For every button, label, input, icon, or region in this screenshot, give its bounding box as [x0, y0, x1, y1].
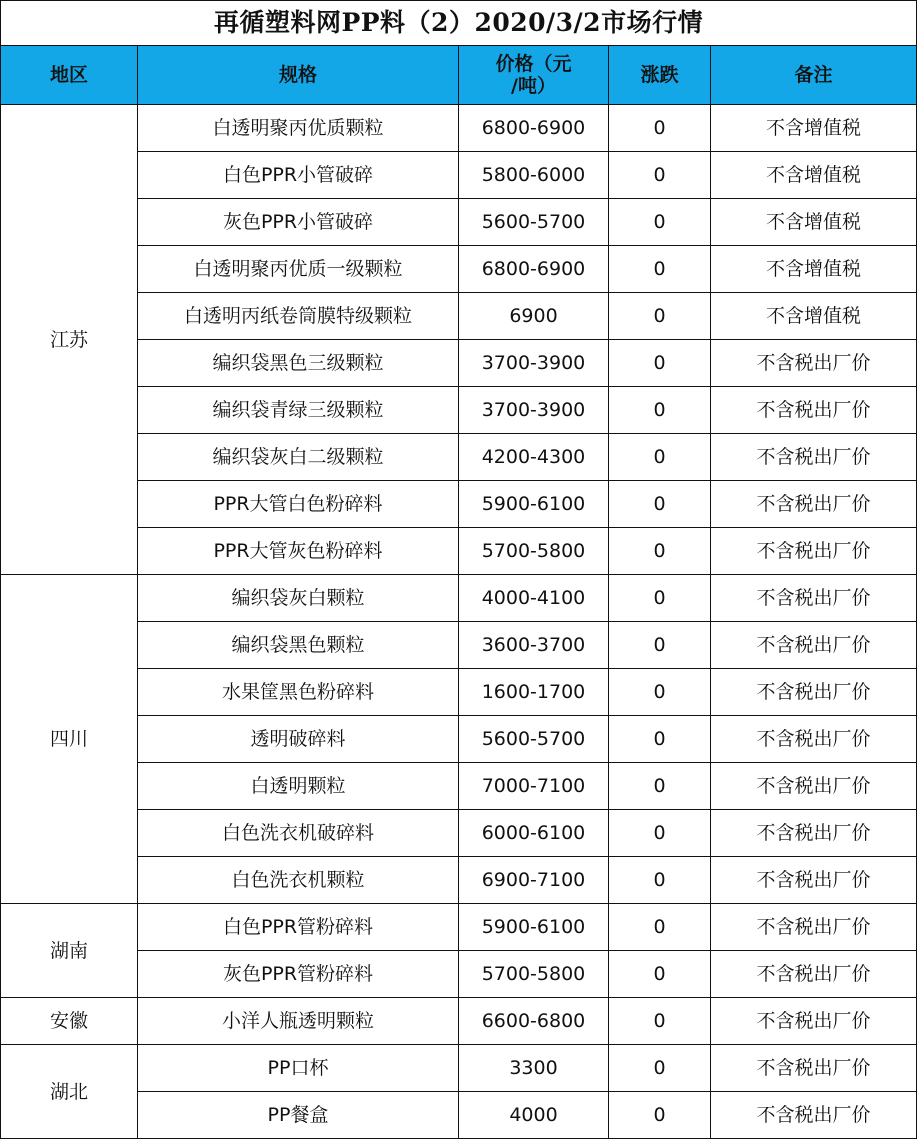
table-row [1, 1045, 917, 1092]
change-cell: 0 [609, 951, 711, 998]
change-cell: 0 [609, 810, 711, 857]
change-cell: 0 [609, 293, 711, 340]
note-cell: 不含税出厂价 [711, 904, 917, 951]
spec-cell: 白透明聚丙优质一级颗粒 [138, 246, 459, 293]
table-row [1, 998, 917, 1045]
table-row [1, 904, 917, 951]
header-change: 涨跌 [609, 46, 711, 105]
price-cell: 6000-6100 [459, 810, 609, 857]
note-cell: 不含税出厂价 [711, 763, 917, 810]
spec-cell: 白透明丙纸卷筒膜特级颗粒 [138, 293, 459, 340]
spec-cell: 白透明聚丙优质颗粒 [138, 105, 459, 152]
spec-cell: 编织袋灰白颗粒 [138, 575, 459, 622]
spec-cell: 白色洗衣机破碎料 [138, 810, 459, 857]
change-cell: 0 [609, 434, 711, 481]
price-cell: 5600-5700 [459, 199, 609, 246]
change-cell: 0 [609, 622, 711, 669]
header-price-line1: 价格（元 [495, 53, 572, 75]
change-cell: 0 [609, 763, 711, 810]
table-row [1, 246, 917, 293]
header-price [459, 46, 609, 105]
price-cell: 1600-1700 [459, 669, 609, 716]
price-cell: 5900-6100 [459, 481, 609, 528]
region-cell: 湖南 [1, 904, 138, 998]
note-cell: 不含增值税 [711, 105, 917, 152]
change-cell: 0 [609, 1045, 711, 1092]
spec-cell: 编织袋青绿三级颗粒 [138, 387, 459, 434]
change-cell: 0 [609, 575, 711, 622]
change-cell: 0 [609, 246, 711, 293]
change-cell: 0 [609, 199, 711, 246]
table-row [1, 857, 917, 904]
price-cell: 4000 [459, 1092, 609, 1139]
table-row [1, 810, 917, 857]
spec-cell: 透明破碎料 [138, 716, 459, 763]
change-cell: 0 [609, 669, 711, 716]
change-cell: 0 [609, 152, 711, 199]
table-row [1, 1092, 917, 1139]
header-price-line2: /吨） [511, 75, 556, 97]
spec-cell: 白透明颗粒 [138, 763, 459, 810]
spec-cell: PPR大管白色粉碎料 [138, 481, 459, 528]
price-cell: 5600-5700 [459, 716, 609, 763]
price-cell: 6900-7100 [459, 857, 609, 904]
change-cell: 0 [609, 481, 711, 528]
spec-cell: 编织袋黑色颗粒 [138, 622, 459, 669]
note-cell: 不含增值税 [711, 152, 917, 199]
table-row [1, 105, 917, 152]
sheet-title: 再循塑料网PP料（2）2020/3/2市场行情 [1, 1, 917, 46]
header-note: 备注 [711, 46, 917, 105]
spec-cell: 白色PPR管粉碎料 [138, 904, 459, 951]
price-cell: 5800-6000 [459, 152, 609, 199]
spec-cell: 编织袋灰白二级颗粒 [138, 434, 459, 481]
change-cell: 0 [609, 105, 711, 152]
price-cell: 5700-5800 [459, 951, 609, 998]
change-cell: 0 [609, 387, 711, 434]
spec-cell: PP餐盒 [138, 1092, 459, 1139]
spec-cell: 水果筐黑色粉碎料 [138, 669, 459, 716]
spec-cell: 白色PPR小管破碎 [138, 152, 459, 199]
price-cell: 3700-3900 [459, 387, 609, 434]
table-row [1, 669, 917, 716]
price-cell: 4000-4100 [459, 575, 609, 622]
change-cell: 0 [609, 716, 711, 763]
table-row [1, 340, 917, 387]
table-row [1, 387, 917, 434]
price-cell: 3700-3900 [459, 340, 609, 387]
spec-cell: 灰色PPR小管破碎 [138, 199, 459, 246]
table-row [1, 481, 917, 528]
price-cell: 4200-4300 [459, 434, 609, 481]
note-cell: 不含税出厂价 [711, 857, 917, 904]
table-row [1, 951, 917, 998]
note-cell: 不含税出厂价 [711, 1045, 917, 1092]
table-row [1, 152, 917, 199]
note-cell: 不含税出厂价 [711, 622, 917, 669]
note-cell: 不含增值税 [711, 293, 917, 340]
spec-cell: 小洋人瓶透明颗粒 [138, 998, 459, 1045]
note-cell: 不含税出厂价 [711, 951, 917, 998]
table-row [1, 622, 917, 669]
region-cell: 安徽 [1, 998, 138, 1045]
change-cell: 0 [609, 904, 711, 951]
price-cell: 3300 [459, 1045, 609, 1092]
title-row [1, 1, 917, 46]
table-row [1, 716, 917, 763]
change-cell: 0 [609, 857, 711, 904]
spec-cell: 白色洗衣机颗粒 [138, 857, 459, 904]
note-cell: 不含税出厂价 [711, 1092, 917, 1139]
spec-cell: 灰色PPR管粉碎料 [138, 951, 459, 998]
note-cell: 不含税出厂价 [711, 528, 917, 575]
region-cell: 四川 [1, 575, 138, 904]
note-cell: 不含税出厂价 [711, 998, 917, 1045]
table-row [1, 763, 917, 810]
note-cell: 不含增值税 [711, 199, 917, 246]
header-row [1, 46, 917, 105]
price-cell: 5700-5800 [459, 528, 609, 575]
table-row [1, 528, 917, 575]
note-cell: 不含增值税 [711, 246, 917, 293]
price-cell: 6800-6900 [459, 246, 609, 293]
note-cell: 不含税出厂价 [711, 434, 917, 481]
note-cell: 不含税出厂价 [711, 387, 917, 434]
price-cell: 5900-6100 [459, 904, 609, 951]
spec-cell: PPR大管灰色粉碎料 [138, 528, 459, 575]
change-cell: 0 [609, 528, 711, 575]
change-cell: 0 [609, 998, 711, 1045]
note-cell: 不含税出厂价 [711, 669, 917, 716]
note-cell: 不含税出厂价 [711, 716, 917, 763]
price-cell: 7000-7100 [459, 763, 609, 810]
change-cell: 0 [609, 1092, 711, 1139]
price-cell: 3600-3700 [459, 622, 609, 669]
price-cell: 6600-6800 [459, 998, 609, 1045]
note-cell: 不含税出厂价 [711, 481, 917, 528]
note-cell: 不含税出厂价 [711, 810, 917, 857]
region-cell: 江苏 [1, 105, 138, 575]
change-cell: 0 [609, 340, 711, 387]
table-row [1, 293, 917, 340]
table-row [1, 434, 917, 481]
spec-cell: PP口杯 [138, 1045, 459, 1092]
header-region: 地区 [1, 46, 138, 105]
price-cell: 6900 [459, 293, 609, 340]
table-row [1, 575, 917, 622]
header-spec: 规格 [138, 46, 459, 105]
region-cell: 湖北 [1, 1045, 138, 1139]
note-cell: 不含税出厂价 [711, 340, 917, 387]
spec-cell: 编织袋黑色三级颗粒 [138, 340, 459, 387]
price-cell: 6800-6900 [459, 105, 609, 152]
table-row [1, 199, 917, 246]
note-cell: 不含税出厂价 [711, 575, 917, 622]
